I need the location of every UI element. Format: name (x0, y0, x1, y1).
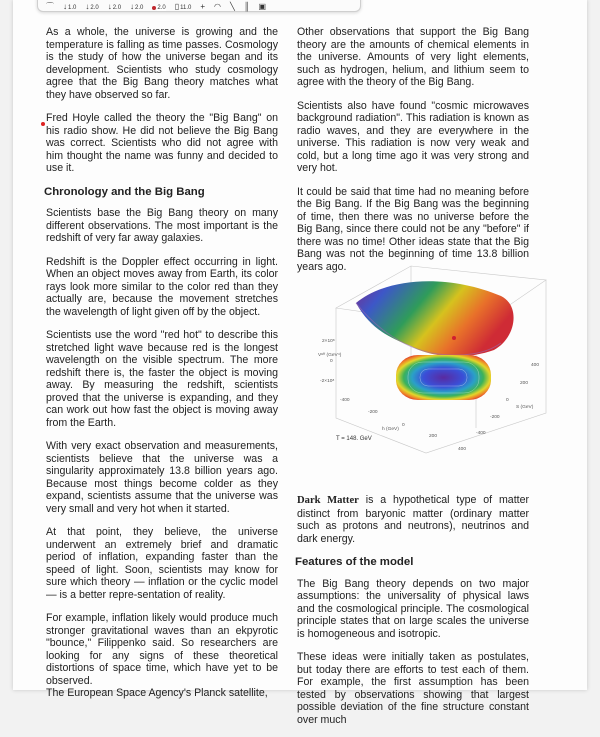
red-pen-tool[interactable] (152, 0, 165, 11)
paragraph: Other observations that support the Big Bang theory are the amounts of chemical elements in the universe. Amounts of very light elements, such as hydrogen, helium, and lithium seem to agree with the theory of the Big Bang. (297, 26, 529, 88)
section-heading: Chronology and the Big Bang (44, 185, 205, 198)
touch-icon: ║ (243, 2, 250, 11)
paragraph: At that point, they believe, the universe underwent an extremely brief and dramatic period of inflation, expanding faster than the speed of light. Soon, scientists may know for sure which theory — inflation or the cyclic model — is a better repre-sentation of reality. (46, 526, 278, 601)
pen-tool-1[interactable] (63, 0, 76, 11)
paragraph: It could be said that time had no meaning before the Big Bang. If the Big Bang was the beginning of time, then there was no universe before the Big Bang, since there could not be any "before" if there was no time! Other ideas state that the Big Bang was not the beginning of time 13.8 billion years ago. (297, 185, 529, 273)
x-tick: 200 (429, 434, 438, 439)
paragraph: With very exact observation and measurements, scientists believe that the universe was a singularity approximately 13.8 billion years ago. Because most things become colder as they expand, scientists assume that the universe was very small and very hot when it started. (46, 440, 278, 515)
pen-toolbar (37, 0, 361, 12)
paragraph: Scientists base the Big Bang theory on many different observations. The most important is the redshift of very far away galaxies. (46, 207, 278, 244)
page-icon: ▣ (258, 2, 267, 11)
tool-size-label: 2.0 (90, 5, 99, 11)
dark-matter-text: is a hypothetical type of matter distinct from baryonic matter (ordinary matter such as protons and neutrons), neutrinos and dark energy. (297, 494, 530, 545)
z-tick: 2×10⁸ (322, 339, 335, 344)
paragraph: For example, inflation likely would produce much stronger gravitational waves than an ekpyrotic "bounce," Filippenko said. So researchers are looking for any signs of these theoretical distortions of space time, which have yet to be observed. (46, 612, 278, 687)
z-axis-label: Vᵉᶠᶠ (GeV⁴) (318, 353, 342, 358)
ink-dot-annotation (41, 122, 45, 126)
paragraph: Scientists use the word "red hot" to describe this stretched light wave because red is the longest wavelength on the visible spectrum. The more redshift there is, the faster the object is moving away. By measuring the redshift, scientists proved that the universe is expanding, and they can work out how fast the object is moving away from the Earth. (46, 329, 278, 429)
section-heading: Features of the model (295, 556, 414, 568)
y-tick: -200 (490, 415, 500, 420)
shape-icon: ◠ (214, 2, 222, 11)
y-tick: 0 (506, 398, 509, 403)
ruler-icon: ╲ (230, 2, 235, 11)
pen-icon: ↓ (85, 2, 90, 11)
z-tick: 0 (330, 359, 333, 364)
highlighter-tool-2[interactable] (130, 0, 143, 11)
temperature-label: T = 148. GeV (336, 436, 372, 442)
left-column (46, 26, 278, 711)
tool-size-label: 2.0 (135, 5, 144, 11)
x-axis-label: h (GeV) (382, 427, 399, 432)
paragraph: The European Space Agency's Planck satellite, (46, 687, 268, 699)
y-tick: 200 (520, 381, 529, 386)
paragraph (297, 494, 529, 545)
dark-matter-term: Dark Matter (297, 495, 359, 506)
potential-surface (356, 281, 514, 356)
page-tool[interactable] (259, 0, 267, 11)
eraser-tool[interactable] (175, 0, 192, 11)
x-tick: 400 (458, 447, 467, 452)
paragraph: Scientists also have found "cosmic microwaves background radiation". This radiation is known as radio waves, and they are everywhere in the universe. This radiation is now very weak and cold, but a long time ago it was very strong and very hot. (297, 99, 529, 174)
x-tick: -400 (340, 398, 350, 403)
eraser-icon: ▯ (174, 2, 180, 11)
add-tool-button[interactable] (200, 0, 205, 11)
tool-size-label: 1.0 (68, 5, 77, 11)
x-tick: -200 (368, 410, 378, 415)
paragraph: These ideas were initially taken as postulates, but today there are efforts to test each of them. For example, the first assumption has been tested by observations showing that largest possible deviation of the fine structure constant over much (297, 651, 529, 726)
minimum-marker (452, 336, 456, 340)
paragraph: The Big Bang theory depends on two major assumptions: the universality of physical laws and the cosmological principle. The cosmological principle states that on large scales the universe is homogeneous and isotropic. (297, 577, 529, 640)
surface-plot (316, 258, 556, 458)
pen-red-icon (152, 6, 156, 10)
touch-tool[interactable] (244, 0, 250, 11)
tool-size-label: 2.0 (112, 5, 122, 11)
y-tick: 400 (531, 363, 540, 368)
y-axis-label: S (GeV) (516, 405, 534, 410)
highlighter-tool-1[interactable] (108, 0, 121, 11)
y-tick: -400 (476, 431, 486, 436)
shape-tool[interactable] (214, 0, 221, 11)
lasso-icon: ⌒ (46, 2, 54, 11)
tool-size-label: 2.0 (157, 5, 166, 11)
z-tick: -2×10⁸ (320, 379, 335, 384)
paragraph: Fred Hoyle called the theory the "Big Bang" on his radio show. He did not believe the Big Bang was correct. Scientists who did not agree with him thought the name was funny and decided to use it. (46, 112, 278, 174)
tool-size-label: 11.0 (180, 5, 192, 11)
highlighter-icon: ↓ (130, 2, 135, 11)
potential-surface-figure (316, 258, 556, 458)
paragraph: As a whole, the universe is growing and the temperature is falling as time passes. Cosmology is the study of how the universe began and its development. Scientists who study cosmology agree that the Big Bang theory matches what they have observed so far. (46, 26, 278, 101)
pen-icon: ↓ (63, 2, 67, 11)
paragraph: Redshift is the Doppler effect occurring in light. When an object moves away from Earth, its color rays look more similar to the color red than they actually are, because the movement stretches the wavelength of light given off by the object. (46, 255, 278, 318)
x-tick: 0 (402, 423, 405, 428)
pen-tool-2[interactable] (85, 0, 98, 11)
highlighter-icon: ↓ (107, 2, 112, 11)
lasso-tool[interactable] (46, 0, 54, 11)
ruler-tool[interactable] (230, 0, 235, 11)
plus-icon: + (200, 2, 206, 11)
